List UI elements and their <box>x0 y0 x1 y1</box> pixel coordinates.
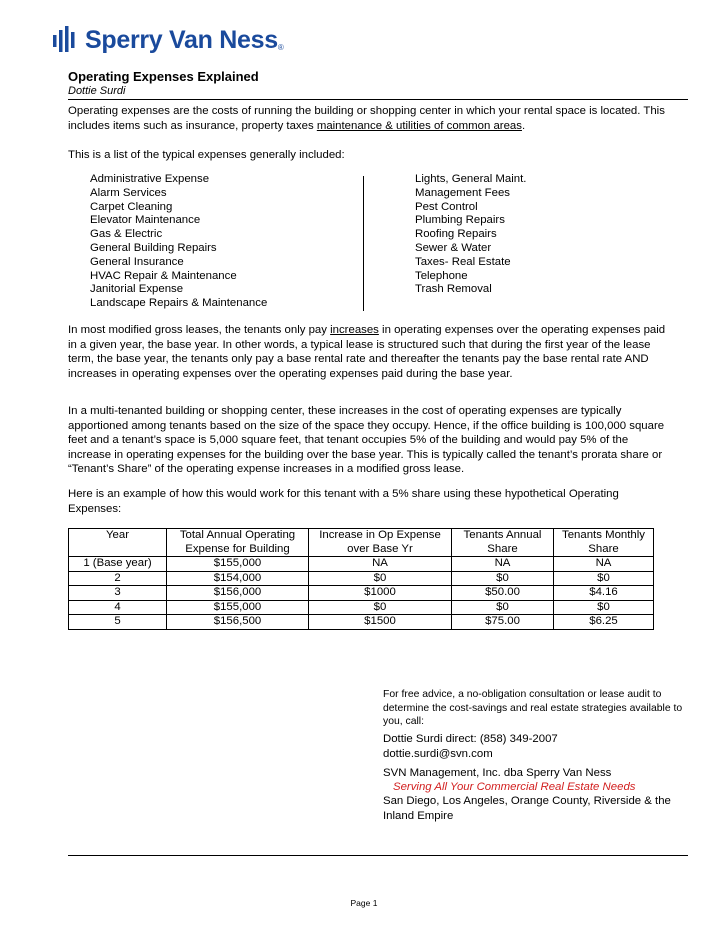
table-cell: $155,000 <box>167 557 309 572</box>
table-row <box>69 600 654 615</box>
header-annual-share <box>452 529 554 557</box>
table-row <box>69 557 654 572</box>
intro-period: . <box>521 119 526 132</box>
expense-example-table <box>68 528 654 630</box>
table-cell: 3 <box>69 586 167 601</box>
list-item: Janitorial Expense <box>90 283 184 296</box>
table-cell: $155,000 <box>167 600 309 615</box>
company-tagline: Serving All Your Commercial Real Estate Needs <box>393 781 636 793</box>
list-item: Gas & Electric <box>90 228 163 241</box>
table-cell: $156,500 <box>167 615 309 630</box>
list-item: Plumbing Repairs <box>415 214 505 227</box>
list-item: Lights, General Maint. <box>415 173 527 185</box>
header-line: Expense for Building <box>185 542 290 555</box>
header-line: Share <box>588 542 619 555</box>
header-year <box>69 529 167 557</box>
header-line: Tenants Annual <box>463 529 542 541</box>
list-item: HVAC Repair & Maintenance <box>90 269 237 282</box>
tenant-share-paragraph: In a multi-tenanted building or shopping center, these increases in the cost of operating expenses are typically apportioned among tenants based on the size of the space they occupy. Hence, if the office building is 100,000 square feet and a tenant’s space is 5,000 square feet, that tenant occupies 5% of the building and would pay 5% of the increase in operating expenses for the building over the base year. This is typically called the tenant’s prorata share or “Tenant’s Share” of the operating expense increases in a modified gross lease. <box>68 405 665 475</box>
table-cell: $4.16 <box>554 586 654 601</box>
logo <box>53 24 284 56</box>
logo-trademark: ® <box>277 43 284 52</box>
list-item: Carpet Cleaning <box>90 200 173 213</box>
table-cell: $0 <box>452 571 554 586</box>
table-cell: NA <box>554 557 654 572</box>
table-cell: $0 <box>309 600 452 615</box>
table-row <box>69 571 654 586</box>
table-cell: $0 <box>554 571 654 586</box>
header-increase <box>309 529 452 557</box>
p3-text-a: In most modified gross leases, the tenants only pay <box>68 324 331 336</box>
list-item: Sewer & Water <box>415 241 492 254</box>
header-rule <box>68 99 688 100</box>
base-year-paragraph <box>68 323 668 381</box>
table-cell: $75.00 <box>452 615 554 630</box>
list-intro: This is a list of the typical expenses generally included: <box>68 149 345 161</box>
increases-emphasis: increases <box>330 324 379 336</box>
intro-paragraph <box>68 104 668 133</box>
list-item: Taxes- Real Estate <box>415 255 511 268</box>
list-item: General Insurance <box>90 255 184 268</box>
header-line: Share <box>487 542 518 555</box>
list-item: Management Fees <box>415 186 510 199</box>
table-row <box>69 615 654 630</box>
table-row <box>69 586 654 601</box>
list-item: Telephone <box>415 269 468 282</box>
table-cell: $0 <box>309 571 452 586</box>
page-title: Operating Expenses Explained <box>68 69 259 84</box>
company-name: SVN Management, Inc. dba Sperry Van Ness <box>383 767 612 779</box>
table-cell: 4 <box>69 600 167 615</box>
table-cell: 5 <box>69 615 167 630</box>
svn-bars-icon <box>53 26 77 54</box>
list-item: Landscape Repairs & Maintenance <box>90 297 268 310</box>
list-item: Alarm Services <box>90 186 167 199</box>
header-line: over Base Yr <box>347 542 413 555</box>
list-item: Roofing Repairs <box>415 228 497 241</box>
table-cell: NA <box>309 557 452 572</box>
header-total-expense <box>167 529 309 557</box>
list-item: Elevator Maintenance <box>90 214 201 227</box>
logo-text: Sperry Van Ness <box>85 25 278 54</box>
header-line: Total Annual Operating <box>179 529 296 541</box>
example-intro-paragraph: Here is an example of how this would work for this tenant with a 5% share using these hypothetical Operating Expenses: <box>68 488 619 515</box>
table-cell: $0 <box>452 600 554 615</box>
header-monthly-share <box>554 529 654 557</box>
table-header-row <box>69 529 654 557</box>
table-cell: $50.00 <box>452 586 554 601</box>
advice-text: For free advice, a no-obligation consultation or lease audit to determine the cost-savings and real estate strategies available to you, call: <box>383 689 683 727</box>
header-line: Increase in Op Expense <box>319 529 441 541</box>
list-item: General Building Repairs <box>90 241 217 254</box>
table-cell: $1500 <box>309 615 452 630</box>
list-item: Trash Removal <box>415 283 492 296</box>
header-line: Tenants Monthly <box>562 529 645 541</box>
list-item: Pest Control <box>415 200 478 213</box>
footer-rule <box>68 855 688 856</box>
table-cell: $1000 <box>309 586 452 601</box>
table-cell: $156,000 <box>167 586 309 601</box>
table-cell: $6.25 <box>554 615 654 630</box>
table-cell: $154,000 <box>167 571 309 586</box>
author-name: Dottie Surdi <box>68 85 126 97</box>
contact-phone: Dottie Surdi direct: (858) 349-2007 <box>383 733 558 745</box>
table-cell: 2 <box>69 571 167 586</box>
page-number: Page 1 <box>350 898 378 908</box>
header-line: Year <box>105 529 129 541</box>
expense-list-right <box>415 173 526 297</box>
table-cell: NA <box>452 557 554 572</box>
contact-email[interactable]: dottie.surdi@svn.com <box>383 748 493 760</box>
service-areas: San Diego, Los Angeles, Orange County, Riverside & the Inland Empire <box>383 795 671 822</box>
expense-list-left <box>90 173 267 311</box>
table-cell: $0 <box>554 600 654 615</box>
p3-text-b: in operating expenses over the operating expenses paid in a given year, the base year. In other words, a typical lease is structured such that during the first year of the lease term, the base year, the tenants only pay a base rental rate and thereafter the tenants pay the base rental rate AND increases in operating expenses over the operating expenses paid during the base year. <box>68 324 666 380</box>
list-divider <box>363 176 364 311</box>
intro-text: Operating expenses are the costs of running the building or shopping center in which your rental space is located. This includes items such as insurance, property taxes <box>68 105 665 132</box>
table-cell: 1 (Base year) <box>69 557 167 572</box>
common-areas-link[interactable]: maintenance & utilities of common areas <box>316 119 522 132</box>
list-item: Administrative Expense <box>90 173 210 185</box>
